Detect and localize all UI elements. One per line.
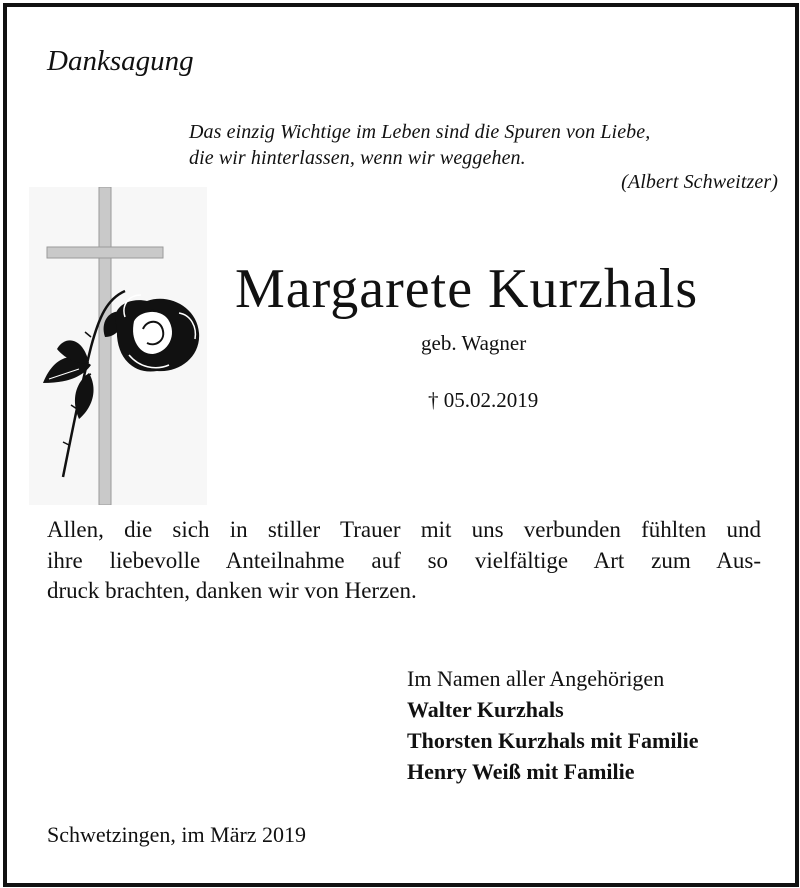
signature-name: Walter Kurzhals [407, 697, 564, 722]
quote-line-1: Das einzig Wichtige im Leben sind die Spuren von Liebe, [189, 121, 651, 143]
thanks-line-1: Allen, die sich in stiller Trauer mit uns verbunden fühlten und [47, 517, 761, 542]
quote-line-2: die wir hinterlassen, wenn wir weggehen. [189, 147, 526, 169]
quote-author: (Albert Schweitzer) [621, 171, 778, 193]
deceased-name: Margarete Kurzhals [235, 258, 699, 320]
thanks-text [47, 515, 761, 607]
cross-with-rose-icon [29, 187, 207, 505]
thanks-line-3: druck brachten, danken wir von Herzen. [47, 578, 417, 603]
maiden-name: geb. Wagner [421, 331, 527, 355]
signature-name: Henry Weiß mit Familie [407, 759, 635, 784]
signature-intro: Im Namen aller Angehörigen [407, 666, 665, 691]
notice-heading: Danksagung [47, 45, 194, 77]
signature-name: Thorsten Kurzhals mit Familie [407, 728, 699, 753]
place-date: Schwetzingen, im März 2019 [47, 822, 307, 847]
thanks-line-2: ihre liebevolle Anteilnahme auf so vielfältige Art zum Aus- [47, 547, 761, 573]
obituary-notice [3, 3, 799, 887]
death-date: † 05.02.2019 [428, 388, 539, 412]
